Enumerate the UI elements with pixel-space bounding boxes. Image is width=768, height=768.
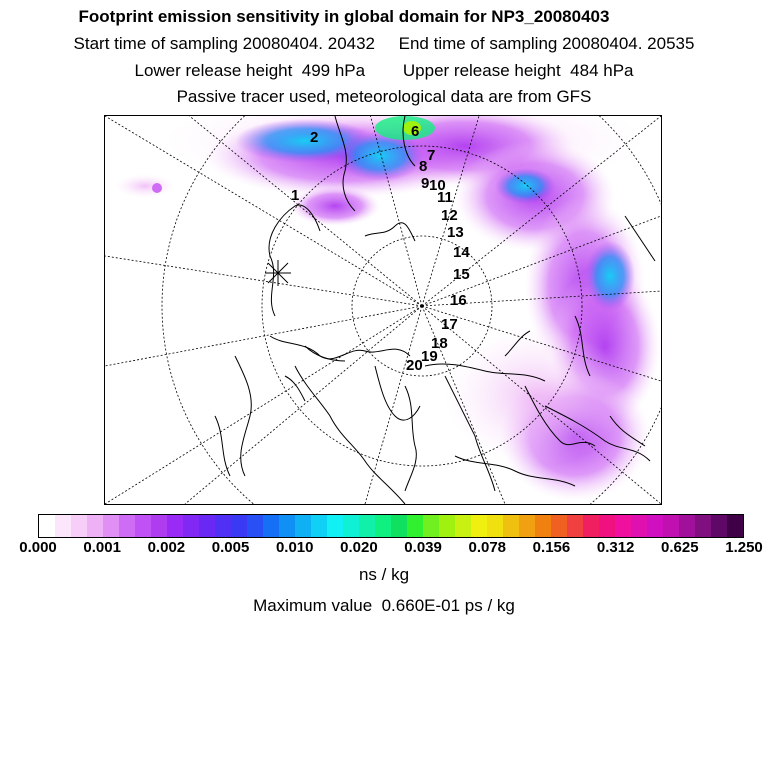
track-label-14: 14 [453, 244, 470, 261]
track-label-18: 18 [431, 335, 448, 352]
colorbar-segment [663, 515, 679, 537]
release-height-info: Lower release height 499 hPa Upper release height 484 hPa [134, 61, 634, 80]
colorbar-segment [471, 515, 487, 537]
colorbar-tick-label: 0.078 [468, 539, 507, 556]
colorbar-tick-label: 0.000 [19, 539, 57, 556]
colorbar-segment [567, 515, 583, 537]
colorbar-segment [151, 515, 167, 537]
track-label-16: 16 [450, 292, 467, 309]
colorbar-segment [247, 515, 263, 537]
polar-map [104, 115, 662, 505]
map-title: Footprint emission sensitivity in global domain for NP3_20080403 [78, 7, 610, 26]
colorbar-segment [583, 515, 599, 537]
track-label-12: 12 [441, 207, 458, 224]
track-label-6: 6 [411, 123, 420, 140]
colorbar-segment [407, 515, 423, 537]
colorbar-segment [455, 515, 471, 537]
colorbar-segment [487, 515, 503, 537]
track-label-9: 9 [421, 175, 430, 192]
colorbar-segment [679, 515, 695, 537]
colorbar-segment [535, 515, 551, 537]
colorbar-segment [71, 515, 87, 537]
track-label-19: 19 [421, 348, 438, 365]
colorbar-segment [551, 515, 567, 537]
colorbar-segment [631, 515, 647, 537]
colorbar-segment [103, 515, 119, 537]
colorbar-segment [359, 515, 375, 537]
colorbar-segment [263, 515, 279, 537]
colorbar-segment [119, 515, 135, 537]
colorbar-segment [519, 515, 535, 537]
colorbar-tick-label: 0.625 [661, 539, 699, 556]
colorbar-segment [727, 515, 743, 537]
colorbar-segment [311, 515, 327, 537]
track-label-20: 20 [406, 357, 423, 374]
colorbar-tick-label: 0.005 [211, 539, 250, 556]
colorbar-segment [327, 515, 343, 537]
colorbar-segment [439, 515, 455, 537]
track-label-15: 15 [453, 266, 470, 283]
colorbar-tick-label: 0.039 [404, 539, 442, 556]
colorbar-segment [87, 515, 103, 537]
colorbar-segment [183, 515, 199, 537]
colorbar-segment [695, 515, 711, 537]
colorbar-segment [215, 515, 231, 537]
track-label-1: 1 [291, 187, 300, 204]
track-label-10: 10 [429, 177, 446, 194]
colorbar-segment [391, 515, 407, 537]
colorbar-segment [231, 515, 247, 537]
colorbar-tick-label: 0.001 [83, 539, 121, 556]
colorbar-segment [423, 515, 439, 537]
track-label-8: 8 [419, 158, 428, 175]
colorbar-tick-label: 0.002 [147, 539, 186, 556]
track-label-17: 17 [441, 316, 458, 333]
colorbar-segment [167, 515, 183, 537]
colorbar-segment [375, 515, 391, 537]
track-label-7: 7 [427, 147, 436, 164]
colorbar-segment [615, 515, 631, 537]
map-canvas [105, 116, 661, 504]
colorbar-segment [295, 515, 311, 537]
colorbar-segment [135, 515, 151, 537]
colorbar-segment [39, 515, 55, 537]
colorbar-segment [647, 515, 663, 537]
release-location-marker [265, 260, 291, 286]
colorbar-segment [343, 515, 359, 537]
colorbar-tick-label: 0.156 [532, 539, 571, 556]
maximum-value: Maximum value 0.660E-01 ps / kg [253, 596, 515, 615]
colorbar [38, 514, 744, 538]
colorbar-segment [711, 515, 727, 537]
colorbar-tick-label: 0.312 [596, 539, 635, 556]
colorbar-segment [503, 515, 519, 537]
colorbar-tick-label: 0.020 [340, 539, 378, 556]
tracer-info: Passive tracer used, meteorological data are from GFS [176, 87, 592, 106]
track-label-2: 2 [310, 129, 319, 146]
track-label-13: 13 [447, 224, 464, 241]
colorbar-segment [599, 515, 615, 537]
colorbar-tick-label: 1.250 [725, 539, 763, 556]
colorbar-units: ns / kg [358, 565, 410, 584]
track-label-11: 11 [437, 189, 453, 206]
colorbar-tick-label: 0.010 [275, 539, 314, 556]
colorbar-segment [55, 515, 71, 537]
sampling-time-info: Start time of sampling 20080404. 20432 End time of sampling 20080404. 20535 [73, 34, 695, 53]
colorbar-segment [199, 515, 215, 537]
colorbar-ticks [0, 539, 768, 561]
colorbar-segment [279, 515, 295, 537]
